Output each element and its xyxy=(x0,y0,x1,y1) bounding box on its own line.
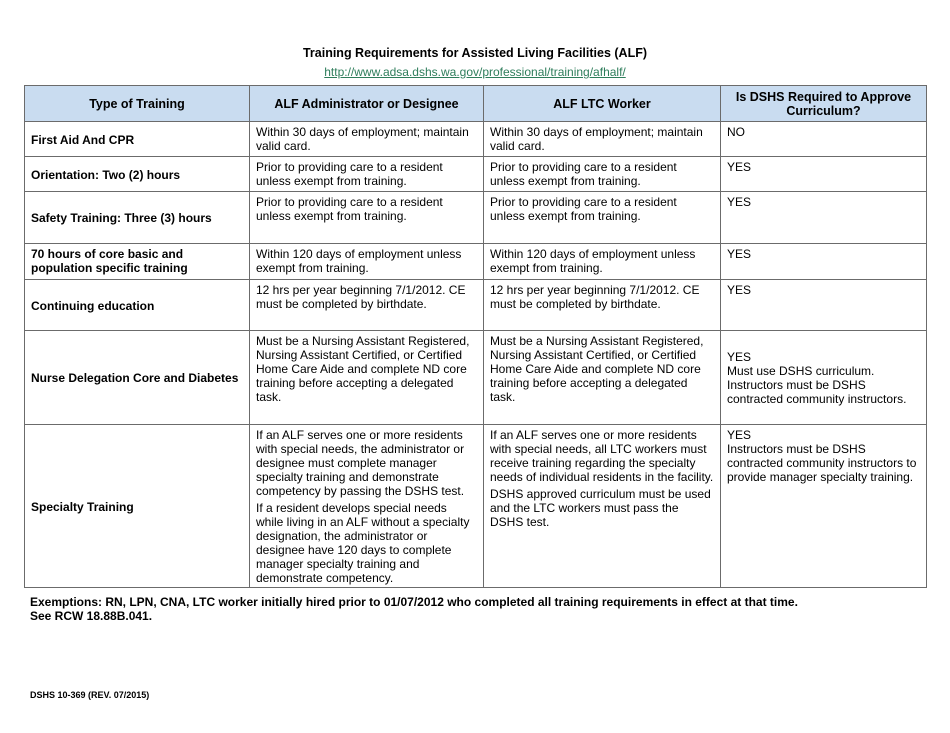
form-identifier: DSHS 10-369 (REV. 07/2015) xyxy=(30,690,150,700)
worker-requirement-cell: Within 30 days of employment; maintain valid card. xyxy=(484,122,721,157)
admin-requirement-cell: Prior to providing care to a resident unless exempt from training. xyxy=(250,157,484,192)
dshs-approval-cell: YES xyxy=(721,192,927,244)
document-title: Training Requirements for Assisted Living Facilities (ALF) xyxy=(302,46,648,60)
admin-requirement-cell: Within 120 days of employment unless exempt from training. xyxy=(250,244,484,280)
table-header-row xyxy=(25,86,927,122)
exemptions-text: Exemptions: RN, LPN, CNA, LTC worker initially hired prior to 01/07/2012 who completed all training requirements in effect at that time. xyxy=(30,595,798,609)
training-type-cell: Safety Training: Three (3) hours xyxy=(25,192,250,244)
training-type-cell: Specialty Training xyxy=(25,425,250,588)
worker-requirement-cell: Must be a Nursing Assistant Registered, Nursing Assistant Certified, or Certified Home Care Aide and complete ND core training before accepting a delegated task. xyxy=(484,331,721,425)
header-alf-ltc-worker: ALF LTC Worker xyxy=(484,86,721,122)
training-type-cell: First Aid And CPR xyxy=(25,122,250,157)
table-row xyxy=(25,280,927,331)
header-dshs-approval: Is DSHS Required to Approve Curriculum? xyxy=(721,86,927,122)
dshs-approval-cell: YES Must use DSHS curriculum. Instructors must be DSHS contracted community instructors. xyxy=(721,331,927,425)
admin-requirement-cell: 12 hrs per year beginning 7/1/2012. CE must be completed by birthdate. xyxy=(250,280,484,331)
worker-requirement-cell: Prior to providing care to a resident unless exempt from training. xyxy=(484,192,721,244)
table-row xyxy=(25,157,927,192)
training-requirements-table xyxy=(24,85,927,588)
dshs-approval-cell: YES xyxy=(721,280,927,331)
exemptions-note xyxy=(30,595,920,623)
header-type-of-training: Type of Training xyxy=(25,86,250,122)
dshs-approval-cell: YES Instructors must be DSHS contracted community instructors to provide manager specialty training. xyxy=(721,425,927,588)
training-type-cell: Orientation: Two (2) hours xyxy=(25,157,250,192)
dshs-approval-cell: NO xyxy=(721,122,927,157)
source-link[interactable]: http://www.adsa.dshs.wa.gov/professional/training/afhalf/ xyxy=(324,65,626,79)
table-row xyxy=(25,192,927,244)
worker-requirement-cell: Within 120 days of employment unless exempt from training. xyxy=(484,244,721,280)
dshs-approval-cell: YES xyxy=(721,157,927,192)
table-row xyxy=(25,331,927,425)
worker-requirement-cell: 12 hrs per year beginning 7/1/2012. CE must be completed by birthdate. xyxy=(484,280,721,331)
training-type-cell: Nurse Delegation Core and Diabetes xyxy=(25,331,250,425)
admin-requirement-cell: Within 30 days of employment; maintain valid card. xyxy=(250,122,484,157)
training-type-cell: 70 hours of core basic and population specific training xyxy=(25,244,250,280)
table-row xyxy=(25,122,927,157)
source-url xyxy=(0,65,950,79)
training-type-cell: Continuing education xyxy=(25,280,250,331)
admin-requirement-cell: Prior to providing care to a resident unless exempt from training. xyxy=(250,192,484,244)
admin-requirement-cell: Must be a Nursing Assistant Registered, Nursing Assistant Certified, or Certified Home Care Aide and complete ND core training before accepting a delegated task. xyxy=(250,331,484,425)
worker-requirement-cell: Prior to providing care to a resident unless exempt from training. xyxy=(484,157,721,192)
table-row xyxy=(25,425,927,588)
table-row xyxy=(25,244,927,280)
admin-requirement-cell: If an ALF serves one or more residents with special needs, the administrator or designee must complete manager specialty training and demonstrate competency by passing the DSHS test. If a resident develops special needs while living in an ALF without a specialty designation, the administrator or designee have 120 days to complete manager specialty training and demonstrate competency. xyxy=(250,425,484,588)
rcw-reference: See RCW 18.88B.041. xyxy=(30,609,153,623)
worker-requirement-cell: If an ALF serves one or more residents with special needs, all LTC workers must receive training regarding the specialty needs of individual residents in the facility. DSHS approved curriculum must be used and the LTC workers must pass the DSHS test. xyxy=(484,425,721,588)
header-alf-administrator: ALF Administrator or Designee xyxy=(250,86,484,122)
dshs-approval-cell: YES xyxy=(721,244,927,280)
